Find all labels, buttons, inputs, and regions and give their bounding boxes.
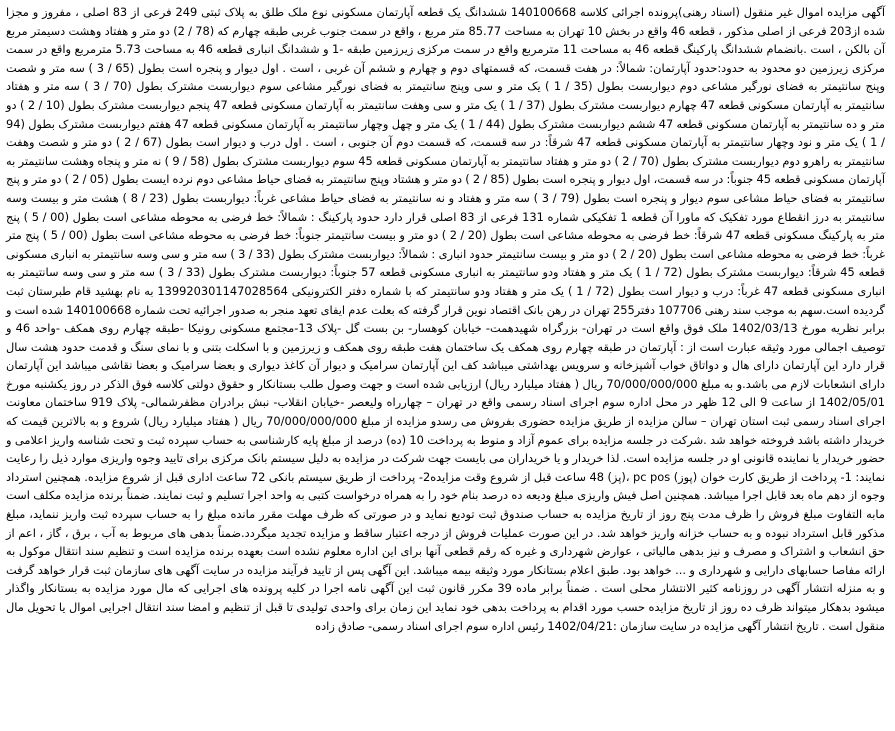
auction-notice-text: آگهی مزایده اموال غیر منقول (اسناد رهنی)پرونده اجرائی کلاسه 140100668 ششدانگ یک قطعه آپارتمان مسکونی نوع ملک طلق به پلاک ثبتی 249 فرعی از 83 اصلی ، مفروز و مجزا شده از203 فرعی از اصلی مذکور ، قطعه 46 واقع در بخش 10 تهران به مساحت 85.77 متر مربع ، واقع در سمت جنوب غربی طبقه چهارم که (78 / 2) دو متر و هفتاد وهشت دسیمتر مربع آن بالکن ، است .بانضمام ششدانگ پارکینگ قطعه 46 به مساحت 11 مترمربع واقع در سمت مرکزی زیرزمین طبقه -1 و ششدانگ انباری قطعه 46 به مساحت 5.73 مترمربع واقع در سمت مرکزی زیرزمین دو محدود به حدود:حدود آپارتمان: شمالاً: در هفت قسمت، که قسمتهای دوم و چهارم و ششم آن غربی ، است . اول دیوار و پنجره است بطول (65 / 3 ) سه متر و شصت وپنج سانتیمتر به فضای نورگیر مشاعی دوم دیواربست بطول (35 / 1 ) یک متر و سی وپنج سانتیمتر به فضای نورگیر مشاعی سوم دیواربست مشترک بطول (70 / 3 ) سه متر و هفتاد سانتیمتر به آپارتمان مسکونی قطعه 47 چهارم دیواربست مشترک بطول (37 / 1 ) یک متر و سی وهفت سانتیمتر به آپارتمان مسکونی قطعه 47 پنجم دیواربست مشترک بطول (10 / 2 ) دو متر و ده سانتیمتر به آپارتمان مسکونی قطعه 47 ششم دیواربست مشترک بطول (44 / 1 ) یک متر و چهل وچهار سانتیمتر به آپارتمان مسکونی قطعه 47 هفتم دیواربست مشترک بطول (94 / 1 ) یک متر و نود وچهار سانتیمتر به آپارتمان مسکونی قطعه 47 شرقاً: در سه قسمت، که قسمت دوم آن جنوبی ، است . اول درب و دیوار است بطول (67 / 2 ) دو متر و شصت وهفت سانتیمتر به راهرو دوم دیواربست مشترک بطول (70 / 2 ) دو متر و هفتاد سانتیمتر به آپارتمان مسکونی قطعه 45 سوم دیواربست مشترک بطول (58 / 9 ) نه متر و پنجاه وهشت سانتیمتر به آپارتمان مسکونی قطعه 45 جنوباً: در سه قسمت، اول دیوار و پنجره است بطول (85 / 2 ) دو متر و هشتاد وپنج سانتیمتر به فضای حیاط مشاعی دوم نرده ایست بطول (05 / 2 ) دو متر و پنج سانتیمتر به فضای حیاط مشاعی سوم دیوار و پنجره است بطول (79 / 3 ) سه متر و هفتاد و نه سانتیمتر به فضای حیاط مشاعی غرباً: دیواربست بطول (23 / 8 ) هشت متر و بیست وسه سانتیمتر به درز انقطاع مورد تفکیک که ماورا آن قطعه 1 تفکیکی شماره 131 فرعی از 83 اصلی قرار دارد حدود پارکینگ : شمالاً: خط فرضی به محوطه مشاعی است بطول (00 / 5 ) پنج متر به پارکینگ مسکونی قطعه 47 شرقاً: خط فرضی به محوطه مشاعی است بطول (20 / 2 ) دو متر و بیست سانتیمتر جنوباً: خط فرضی به محوطه مشاعی است بطول (00 / 5 ) پنج متر غرباً: خط فرضی به محوطه مشاعی است بطول (20 / 2 ) دو متر و بیست سانتیمتر حدود انباری : شمالاً: دیواربست مشترک بطول (33 / 3 ) سه متر و سی وسه سانتیمتر به انباری مسکونی قطعه 45 شرقاً: دیواربست مشترک بطول (72 / 1 ) یک متر و هفتاد ودو سانتیمتر به انباری مسکونی قطعه 57 جنوباً: دیواربست مشترک بطول (33 / 3 ) سه متر و سی وسه سانتیمتر به انباری مسکونی قطعه 47 غرباً: درب و دیوار است بطول (72 / 1 ) یک متر و هفتاد ودو سانتیمتر که با شماره دفتر الکترونیکی 139920301147028564 به نام بهشید قام طبرستان ثبت گردیده است.سهم به موجب سند رهنی 107706 دفتر255 تهران در رهن بانک اقتصاد نوین قرار گرفته که بعلت عدم ایفای تعهد منجر به صدور اجرائیه تحت شماره 140100668 شده است و برابر نظریه مورخ 1402/03/13 ملک فوق واقع است در تهران- بزرگراه شهیدهمت- خیابان کوهسار- بن بست گل -پلاک 13-مجتمع مسکونی رونیکا -طبقه چهارم روی همکف -واحد 46 و توصیف اجمالی مورد وثیقه عبارت است از : آپارتمان در طبقه چهارم روی همکف یک ساختمان هفت طبقه روی همکف و زیرزمین و با اسکلت بتنی و با نمای سنگ و قدمت حدود هشت سال قرار دارد این آپارتمان دارای هال و دواتاق خواب آشپزخانه و سرویس بهداشتی میباشد کف این آپارتمان سرامیک و دیوار آن کاغذ دیواری و بعضا سرامیک و بعضا نقاشی میباشد این آپارتمان دارای انشعابات لازم می باشد.و به مبلغ 70/000/000/000 ریال ( هفتاد میلیارد ریال) ارزیابی شده است و جهت وصول طلب بستانکار و حقوق دولتی کلاسه فوق الذکر در روز یکشنبه مورخ 1402/05/01 از ساعت 9 الی 12 ظهر در محل اداره سوم اجرای اسناد رسمی واقع در تهران – چهارراه ولیعصر -خیابان انقلاب- نبش برادران مظفرشمالی- پلاک 919 ساختمان معاونت اجرای اسناد رسمی ثبت استان تهران – سالن مزایده از طریق مزایده حضوری بفروش می رسدو مزایده از مبلغ 70/000/000/000 ریال ( هفتاد میلیارد ریال) شروع و به بالاترین قیمت که خریدار داشته باشد فروخته خواهد شد .شرکت در جلسه مزایده برای عموم آزاد و منوط به پرداخت 10 (ده) درصد از مبلغ پایه کارشناسی به حساب سپرده ثبت و تحت شناسه واریز اعلامی و حضور خریدار یا نماینده قانونی او در جلسه مزایده است. لذا خریدار و یا خریداران می بایست جهت شرکت در مزایده به دلیل سیستم بانک مرکزی برای تایید وجوه واریزی موارد ذیل را رعایت نمایند: 1- پرداخت از طریق کارت خوان (پوز) pc pos ،(پز) 48 ساعت قبل از شروع وقت مزایده2- پرداخت از طریق سیستم بانکی 72 ساعت اداری قبل از شروع مزایده. همچنین استرداد وجوه از دهم ماه بعد قابل اجرا میباشد. همچنین اصل فیش واریزی مبلغ ودیعه ده درصد بنام خود را به همراه درخواست کتبی به واحد اجرا تسلیم و ثبت نمایند. ضمناً برنده مزایده مکلف است مابه التفاوت مبلغ فروش را ظرف مدت پنج روز از تاریخ مزایده به حساب صندوق ثبت تودیع نماید و در صورتی که ظرف مهلت مقرر مانده مبلغ را به حساب سپرده ثبت واریز ننماید، مبلغ مذکور قابل استرداد نبوده و به حساب خزانه واریز خواهد شد. در این صورت عملیات فروش از درجه اعتبار ساقط و مزایده تجدید میگردد.ضمناً بدهی های مربوط به آب ، برق ، گاز ، اعم از حق انشعاب و اشتراک و مصرف و نیز بدهی مالیاتی ، عوارض شهرداری و غیره که رقم قطعی آنها برای این اداره معلوم نشده است بعهده برنده مزایده است و تنظیم سند انتقال موکول به ارائه مفاصا حسابهای دارایی و شهرداری و ... خواهد بود. طبق اعلام بستانکار مورد وثیقه بیمه میباشد. این آگهی پس از تایید فرآیند مزایده در سایت آگهی های سازمان ثبت قرار خواهد گرفت و به منزله انتشار آگهی در روزنامه کثیر الانتشار محلی است . ضمناً برابر ماده 39 مکرر قانون ثبت این آگهی نامه اجرا در کلیه پرونده های اجرایی که مال مورد مزایده به بستانکار واگذار میشود بدهکار میتواند ظرف ده روز از تاریخ مزایده حسب مورد اقدام به پرداخت بدهی خود نماید این زمان برای واحدی تولیدی تا قبل از تنظیم و امضا سند انتقال اجرایی اموال یا تحویل مال منقول است . تاریخ انتشار آگهی مزایده در سایت سازمان :1402/04/21 رئیس اداره سوم اجرای اسناد رسمی- صادق زاده (6, 5, 886, 633)
